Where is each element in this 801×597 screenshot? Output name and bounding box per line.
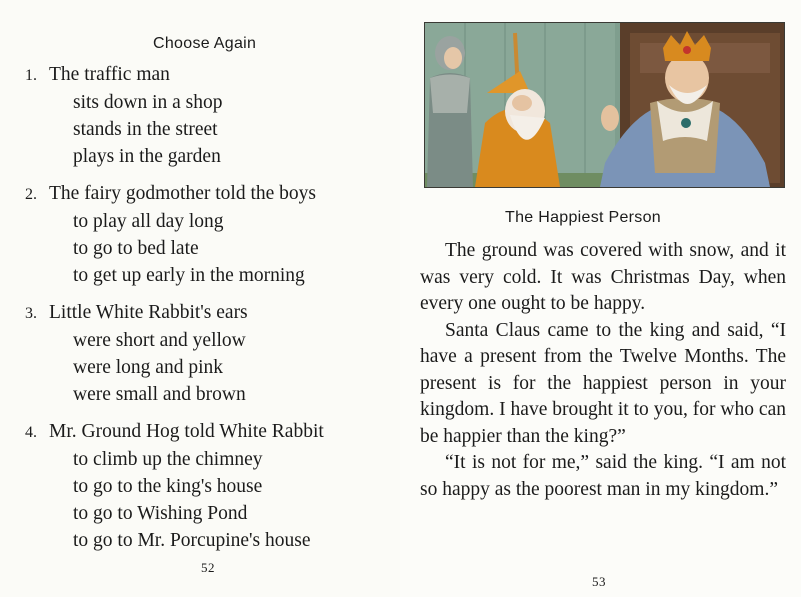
question-4	[25, 418, 324, 554]
page-number: 52	[201, 560, 215, 575]
answer-option: plays in the garden	[73, 146, 221, 167]
answer-option: were short and yellow	[73, 330, 246, 351]
question-number: 1.	[25, 67, 37, 84]
answer-option: to play all day long	[73, 211, 224, 232]
question-2	[25, 180, 316, 289]
answer-option: to go to Wishing Pond	[73, 503, 248, 524]
story-title: The Happiest Person	[505, 209, 662, 226]
story-paragraph: “It is not for me,” said the king. “I am not so happy as the poorest man in my kingdom.”	[420, 452, 786, 500]
story-paragraph: Santa Claus came to the king and said, “I have a present from the Twelve Months. The present is for the happiest person in your kingdom. I have brought it to you, for who can be happier than the king?”	[420, 319, 786, 447]
question-1	[25, 61, 223, 170]
story-paragraph: The ground was covered with snow, and it was very cold. It was Christmas Day, when every one ought to be happy.	[420, 240, 786, 314]
left-page	[0, 0, 400, 597]
answer-option: to climb up the chimney	[73, 449, 263, 470]
question-number: 3.	[25, 305, 37, 322]
question-stem: Little White Rabbit's ears	[49, 302, 248, 323]
question-stem: Mr. Ground Hog told White Rabbit	[49, 421, 324, 442]
question-3	[25, 299, 248, 408]
answer-option: were small and brown	[73, 384, 246, 405]
right-page	[400, 0, 801, 597]
question-stem: The traffic man	[49, 64, 170, 85]
king-and-santa-illustration	[424, 22, 785, 188]
answer-option: were long and pink	[73, 357, 224, 378]
answer-option: stands in the street	[73, 119, 218, 140]
question-stem: The fairy godmother told the boys	[49, 183, 316, 204]
answer-option: to go to bed late	[73, 238, 199, 259]
question-number: 2.	[25, 186, 37, 203]
answer-option: to get up early in the morning	[73, 265, 305, 286]
answer-option: to go to the king's house	[73, 476, 263, 497]
question-number: 4.	[25, 424, 37, 441]
answer-option: sits down in a shop	[73, 92, 223, 113]
story-body	[420, 238, 786, 503]
page-title: Choose Again	[153, 35, 257, 52]
page-number: 53	[592, 574, 606, 589]
answer-option: to go to Mr. Porcupine's house	[73, 530, 311, 551]
